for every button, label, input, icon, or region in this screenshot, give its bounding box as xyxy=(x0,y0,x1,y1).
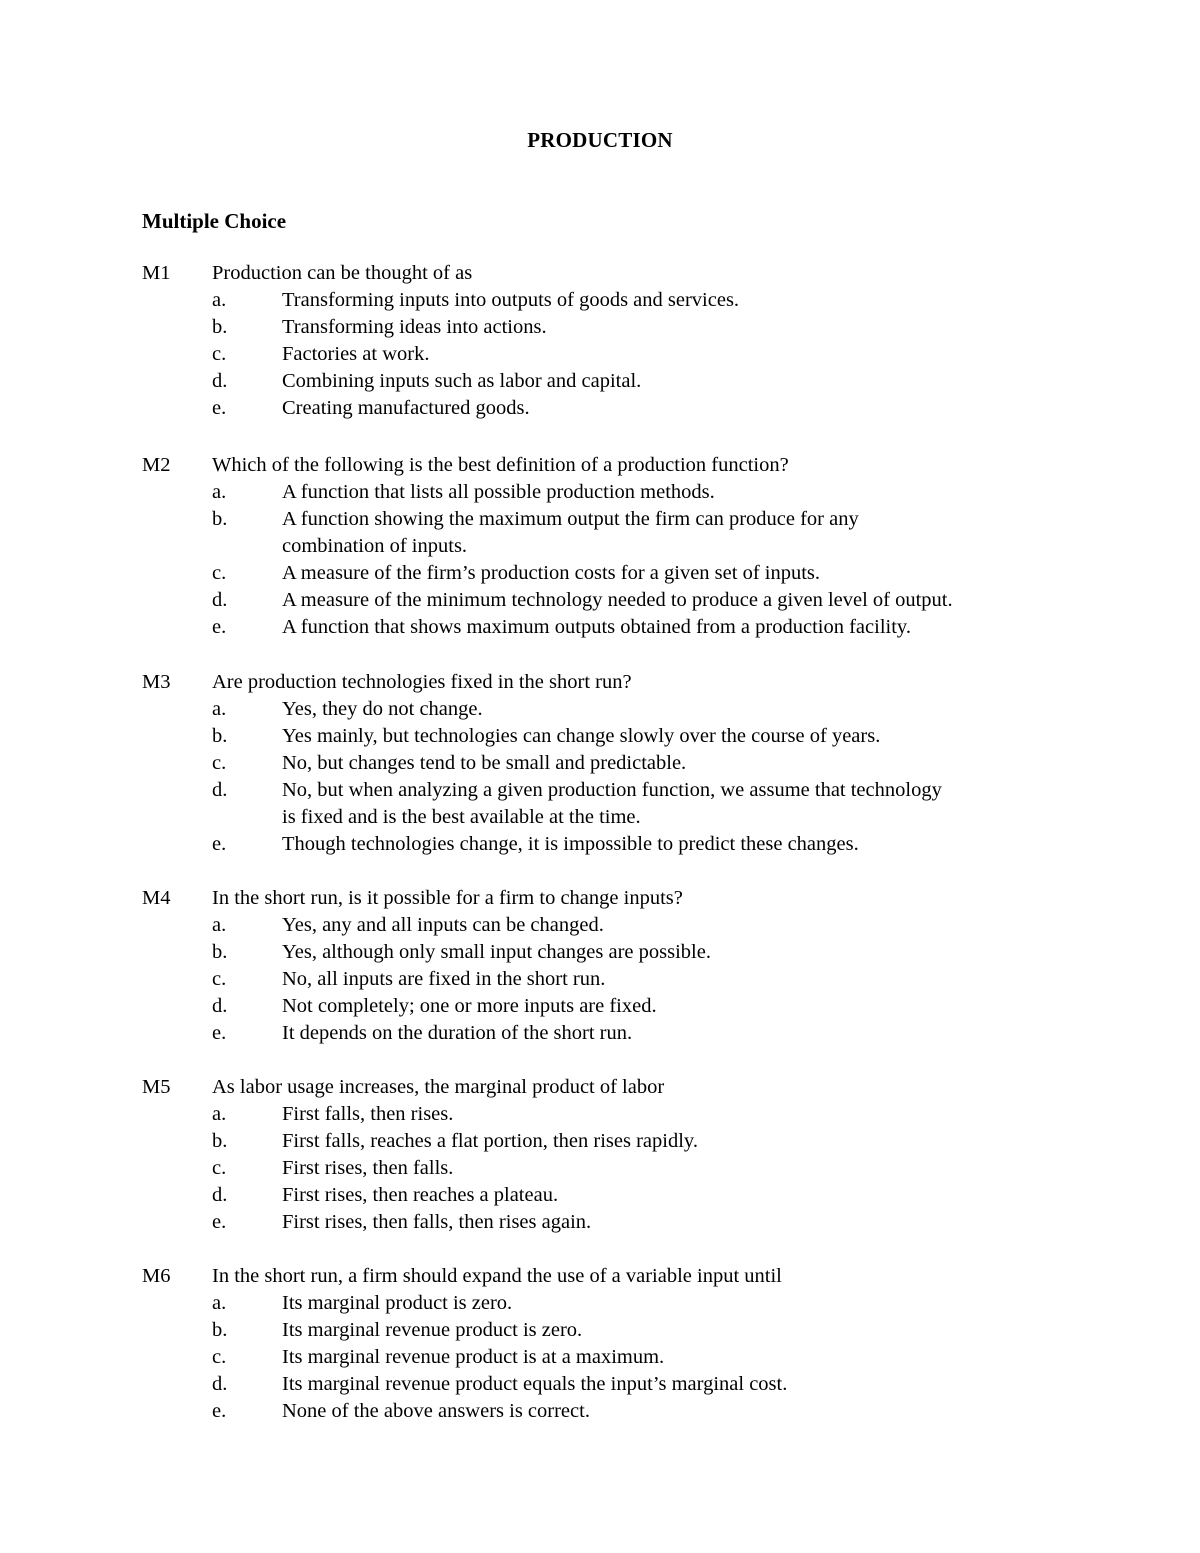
answer-option xyxy=(0,287,1200,314)
option-text: Yes mainly, but technologies can change slowly over the course of years. xyxy=(282,725,881,747)
option-text: Its marginal revenue product is at a maximum. xyxy=(282,1346,665,1368)
answer-option xyxy=(0,395,1200,422)
option-letter: b. xyxy=(212,1130,228,1152)
answer-option xyxy=(0,1020,1200,1047)
option-letter: d. xyxy=(212,995,228,1017)
option-text: A function that lists all possible production methods. xyxy=(282,481,715,503)
answer-option xyxy=(0,1290,1200,1317)
answer-option xyxy=(0,341,1200,368)
option-text: First rises, then falls. xyxy=(282,1157,454,1179)
option-letter: c. xyxy=(212,562,227,584)
question-text: In the short run, a firm should expand the use of a variable input until xyxy=(212,1265,782,1287)
question-stem xyxy=(0,260,1200,287)
option-text: First rises, then reaches a plateau. xyxy=(282,1184,559,1206)
option-text: A function that shows maximum outputs obtained from a production facility. xyxy=(282,616,911,638)
question-number: M2 xyxy=(142,454,171,476)
question-number: M4 xyxy=(142,887,171,909)
question-number: M5 xyxy=(142,1076,171,1098)
question-stem xyxy=(0,1263,1200,1290)
answer-option xyxy=(0,1155,1200,1182)
option-letter: a. xyxy=(212,481,227,503)
option-text: No, but when analyzing a given production function, we assume that technology xyxy=(282,779,942,801)
question-text: Which of the following is the best definition of a production function? xyxy=(212,454,789,476)
answer-option xyxy=(0,314,1200,341)
question-m1 xyxy=(0,260,1200,422)
question-stem xyxy=(0,1074,1200,1101)
answer-option xyxy=(0,1128,1200,1155)
option-text: Its marginal revenue product equals the input’s marginal cost. xyxy=(282,1373,788,1395)
option-text: Creating manufactured goods. xyxy=(282,397,530,419)
option-letter: b. xyxy=(212,1319,228,1341)
question-stem xyxy=(0,452,1200,479)
answer-option xyxy=(0,750,1200,777)
question-stem xyxy=(0,669,1200,696)
option-text: Yes, any and all inputs can be changed. xyxy=(282,914,604,936)
answer-option xyxy=(0,1209,1200,1236)
section-heading: Multiple Choice xyxy=(142,209,287,233)
option-letter: a. xyxy=(212,698,227,720)
option-letter: a. xyxy=(212,289,227,311)
option-text: Transforming ideas into actions. xyxy=(282,316,547,338)
option-letter: d. xyxy=(212,1184,228,1206)
option-text: Combining inputs such as labor and capital. xyxy=(282,370,642,392)
option-text: It depends on the duration of the short run. xyxy=(282,1022,633,1044)
option-text: Yes, they do not change. xyxy=(282,698,483,720)
option-letter: c. xyxy=(212,1157,227,1179)
question-number: M6 xyxy=(142,1265,171,1287)
question-m4 xyxy=(0,885,1200,1047)
question-text: Are production technologies fixed in the short run? xyxy=(212,671,632,693)
question-text: In the short run, is it possible for a firm to change inputs? xyxy=(212,887,683,909)
question-stem xyxy=(0,885,1200,912)
option-text: Its marginal revenue product is zero. xyxy=(282,1319,583,1341)
answer-option xyxy=(0,587,1200,614)
answer-option xyxy=(0,1182,1200,1209)
option-text: A function showing the maximum output the firm can produce for any xyxy=(282,508,859,530)
answer-option xyxy=(0,993,1200,1020)
answer-option xyxy=(0,723,1200,750)
option-letter: d. xyxy=(212,370,228,392)
option-letter: c. xyxy=(212,968,227,990)
option-letter: c. xyxy=(212,1346,227,1368)
option-text: First falls, reaches a flat portion, then rises rapidly. xyxy=(282,1130,698,1152)
answer-option-continuation xyxy=(0,533,1200,560)
option-text: None of the above answers is correct. xyxy=(282,1400,590,1422)
option-letter: c. xyxy=(212,343,227,365)
option-text: Factories at work. xyxy=(282,343,430,365)
option-letter: d. xyxy=(212,779,228,801)
answer-option xyxy=(0,479,1200,506)
option-text: Though technologies change, it is impossible to predict these changes. xyxy=(282,833,859,855)
option-letter: b. xyxy=(212,508,228,530)
answer-option-continuation xyxy=(0,804,1200,831)
option-text: Yes, although only small input changes are possible. xyxy=(282,941,711,963)
page-title: PRODUCTION xyxy=(527,128,673,152)
answer-option xyxy=(0,831,1200,858)
answer-option xyxy=(0,614,1200,641)
answer-option xyxy=(0,1317,1200,1344)
option-text: No, but changes tend to be small and predictable. xyxy=(282,752,687,774)
answer-option xyxy=(0,696,1200,723)
option-text: A measure of the minimum technology needed to produce a given level of output. xyxy=(282,589,953,611)
option-text: Not completely; one or more inputs are fixed. xyxy=(282,995,657,1017)
option-text: First falls, then rises. xyxy=(282,1103,454,1125)
question-text: Production can be thought of as xyxy=(212,262,473,284)
option-letter: b. xyxy=(212,316,228,338)
option-letter: e. xyxy=(212,833,227,855)
option-letter: c. xyxy=(212,752,227,774)
option-letter: e. xyxy=(212,1400,227,1422)
answer-option xyxy=(0,506,1200,533)
option-text: Its marginal product is zero. xyxy=(282,1292,513,1314)
option-letter: e. xyxy=(212,616,227,638)
option-letter: e. xyxy=(212,1022,227,1044)
option-letter: a. xyxy=(212,1103,227,1125)
answer-option xyxy=(0,560,1200,587)
question-number: M3 xyxy=(142,671,171,693)
answer-option xyxy=(0,939,1200,966)
answer-option xyxy=(0,1371,1200,1398)
option-text: combination of inputs. xyxy=(282,535,468,557)
question-m5 xyxy=(0,1074,1200,1236)
question-m6 xyxy=(0,1263,1200,1425)
option-text: is fixed and is the best available at the time. xyxy=(282,806,641,828)
question-text: As labor usage increases, the marginal product of labor xyxy=(212,1076,665,1098)
answer-option xyxy=(0,1101,1200,1128)
option-letter: a. xyxy=(212,1292,227,1314)
answer-option xyxy=(0,1344,1200,1371)
option-letter: a. xyxy=(212,914,227,936)
option-letter: d. xyxy=(212,1373,228,1395)
option-letter: b. xyxy=(212,941,228,963)
option-text: Transforming inputs into outputs of goods and services. xyxy=(282,289,740,311)
option-text: First rises, then falls, then rises again. xyxy=(282,1211,592,1233)
answer-option xyxy=(0,368,1200,395)
option-text: A measure of the firm’s production costs for a given set of inputs. xyxy=(282,562,821,584)
option-letter: e. xyxy=(212,1211,227,1233)
question-m3 xyxy=(0,669,1200,858)
answer-option xyxy=(0,777,1200,804)
option-letter: d. xyxy=(212,589,228,611)
answer-option xyxy=(0,966,1200,993)
option-letter: e. xyxy=(212,397,227,419)
answer-option xyxy=(0,1398,1200,1425)
question-m2 xyxy=(0,452,1200,641)
question-number: M1 xyxy=(142,262,171,284)
option-letter: b. xyxy=(212,725,228,747)
answer-option xyxy=(0,912,1200,939)
option-text: No, all inputs are fixed in the short run. xyxy=(282,968,606,990)
